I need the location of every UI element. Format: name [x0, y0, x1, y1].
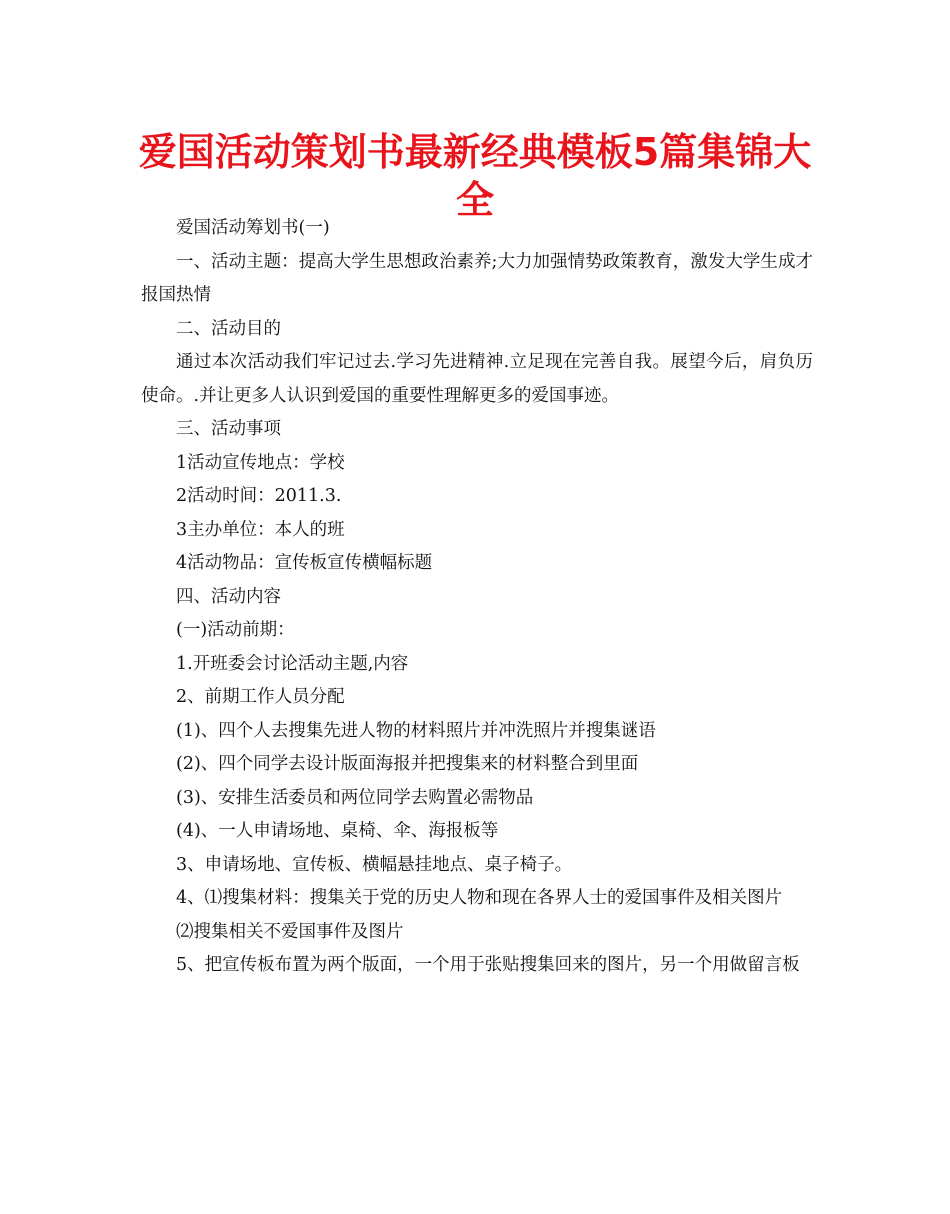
- paragraph-plan-heading: 爱国活动筹划书(一): [176, 218, 330, 238]
- paragraph-step-1: 1.开班委会讨论活动主题,内容: [176, 653, 409, 674]
- document-body: [141, 212, 813, 983]
- paragraph-step-2-1: (1)、四个人去搜集先进人物的材料照片并冲洗照片并搜集谜语: [176, 720, 656, 741]
- paragraph-matters-heading: 三、活动事项: [176, 419, 281, 439]
- paragraph-purpose: 通过本次活动我们牢记过去.学习先进精神.立足现在完善自我。展望今后，肩负历使命。.并让更多人认识到爱国的重要性理解更多的爱国事迹。: [141, 352, 813, 406]
- paragraph-location: 1活动宣传地点：学校: [176, 452, 345, 473]
- document-title: 爱国活动策划书最新经典模板5篇集锦大全: [138, 130, 812, 222]
- paragraph-organizer: 3主办单位：本人的班: [176, 519, 345, 540]
- paragraph-items: 4活动物品：宣传板宣传横幅标题: [176, 553, 433, 573]
- paragraph-pre-activity: (一)活动前期：: [176, 620, 295, 640]
- paragraph-step-2-3: (3)、安排生活委员和两位同学去购置必需物品: [176, 787, 534, 808]
- paragraph-step-4-2: ⑵搜集相关不爱国事件及图片: [176, 921, 404, 942]
- paragraph-theme: 一、活动主题：提高大学生思想政治素养;大力加强情势政策教育，激发大学生成才报国热情: [141, 251, 813, 305]
- paragraph-time: 2活动时间：2011.3.: [176, 486, 342, 506]
- paragraph-step-4: 4、⑴搜集材料：搜集关于党的历史人物和现在各界人士的爱国事件及相关图片: [176, 888, 783, 908]
- paragraph-step-2-4: (4)、一人申请场地、桌椅、伞、海报板等: [176, 821, 499, 841]
- paragraph-purpose-heading: 二、活动目的: [176, 318, 281, 339]
- paragraph-step-3: 3、申请场地、宣传板、横幅悬挂地点、桌子椅子。: [176, 854, 573, 875]
- paragraph-content-heading: 四、活动内容: [176, 586, 281, 607]
- paragraph-step-5: 5、把宣传板布置为两个版面，一个用于张贴搜集回来的图片，另一个用做留言板: [176, 955, 800, 975]
- paragraph-step-2: 2、前期工作人员分配: [176, 687, 345, 707]
- paragraph-step-2-2: (2)、四个同学去设计版面海报并把搜集来的材料整合到里面: [176, 754, 639, 774]
